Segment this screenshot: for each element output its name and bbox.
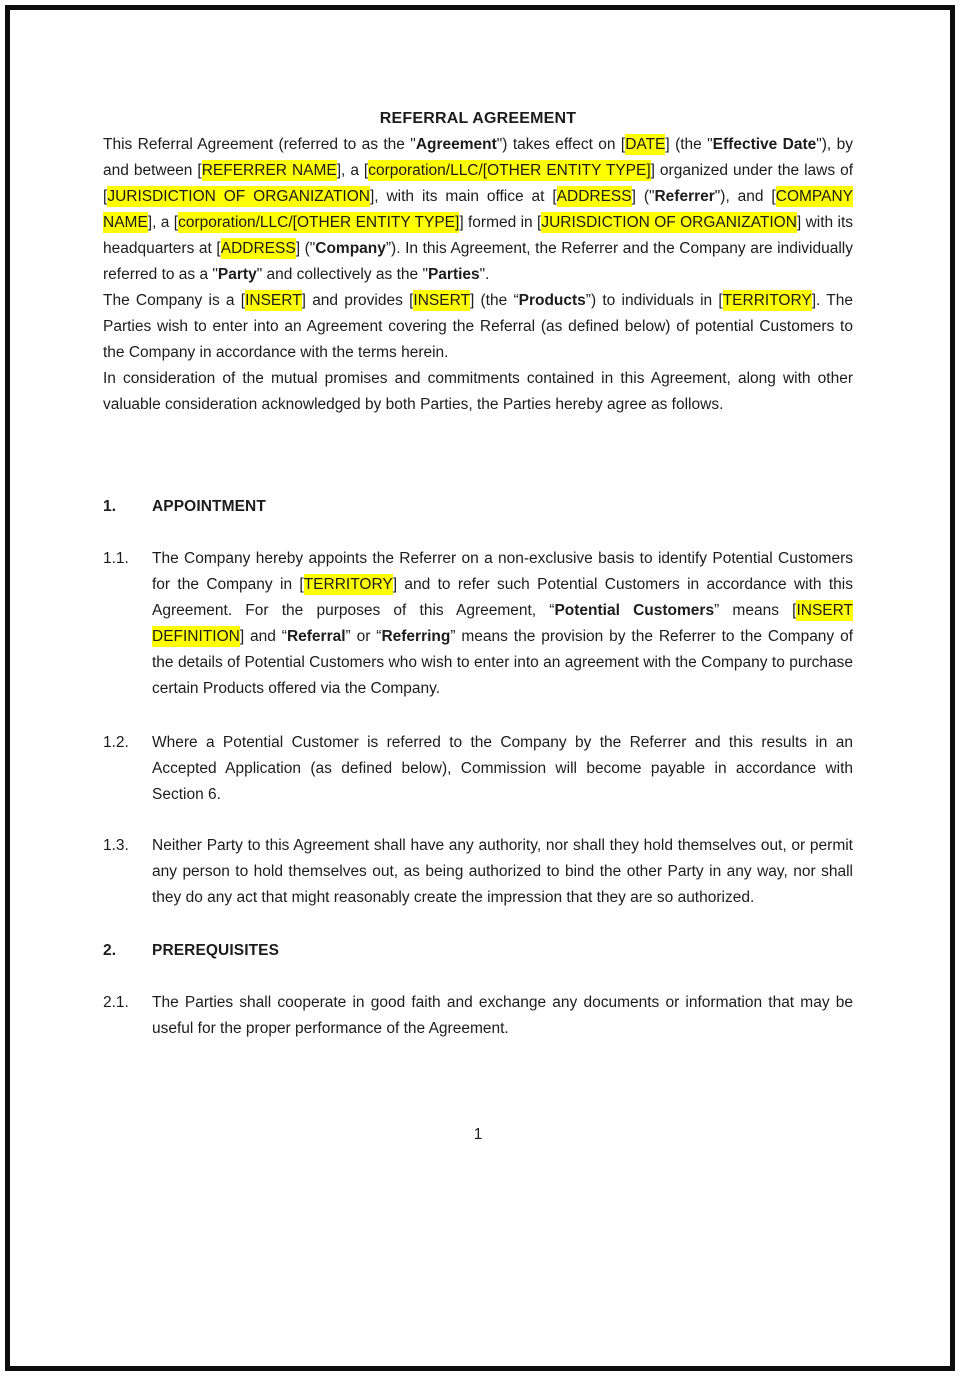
clause-2-1 (103, 990, 853, 1042)
clause-1-3-text: Neither Party to this Agreement shall have any authority, nor shall they hold themselves out, or permit any person to hold themselves out, as being authorized to bind the other Party in any way, nor shall they do any act that might reasonably create the impression that they are so authorized. (152, 837, 853, 906)
section-2-number: 2. (103, 942, 117, 959)
clause-1-3-number: 1.3. (103, 837, 129, 854)
clause-2-1-text: The Parties shall cooperate in good faith and exchange any documents or information that may be useful for the proper performance of the Agreement. (152, 994, 853, 1037)
document-title: REFERRAL AGREEMENT (379, 110, 577, 127)
clause-1-2-number: 1.2. (103, 734, 129, 751)
clause-1-3 (103, 833, 853, 911)
clause-1-2-text: Where a Potential Customer is referred to the Company by the Referrer and this results in an Accepted Application (as defined below), Commission will become payable in accordance with Section 6. (152, 734, 853, 803)
clause-1-1 (103, 546, 853, 702)
section-2-title: PREREQUISITES (152, 942, 280, 959)
clause-1-1-number: 1.1. (103, 550, 129, 567)
intro-paragraph-products: The Company is a [INSERT] and provides [INSERT] (the “Products”) to individuals in [TERRITORY]. The Parties wish to enter into an Agreement covering the Referral (as defined below) of potential Customers to the Company in accordance with the terms herein. (103, 292, 853, 361)
section-1-number: 1. (103, 498, 117, 515)
section-1-title: APPOINTMENT (152, 498, 266, 515)
section-1-heading (103, 494, 853, 520)
page-number: 1 (473, 1126, 483, 1143)
clause-1-2 (103, 730, 853, 808)
document-content (10, 10, 950, 1148)
intro-paragraph-parties: This Referral Agreement (referred to as the "Agreement") takes effect on [DATE] (the "Effective Date"), by and between [REFERRER NAME], a [corporation/LLC/[OTHER ENTITY TYPE]] organized under the laws of [JURISDICTION OF ORGANIZATION], with its main office at [ADDRESS] ("Referrer"), and [COMPANY NAME], a [corporation/LLC/[OTHER ENTITY TYPE]] formed in [JURISDICTION OF ORGANIZATION] with its headquarters at [ADDRESS] ("Company”). In this Agreement, the Referrer and the Company are individually referred to as a "Party" and collectively as the "Parties". (103, 136, 854, 283)
section-2-heading (103, 938, 853, 964)
clause-1-1-text: The Company hereby appoints the Referrer on a non-exclusive basis to identify Potential Customers for the Company in [TERRITORY] and to refer such Potential Customers in accordance with this Agreement. For the purposes of this Agreement, “Potential Customers” means [INSERT DEFINITION] and “Referral” or “Referring” means the provision by the Referrer to the Company of the details of Potential Customers who wish to enter into an agreement with the Company to purchase certain Products offered via the Company. (152, 550, 854, 697)
document-page (5, 5, 955, 1371)
clause-2-1-number: 2.1. (103, 994, 129, 1011)
intro-paragraph-consideration: In consideration of the mutual promises and commitments contained in this Agreement, along with other valuable consideration acknowledged by both Parties, the Parties hereby agree as follows. (103, 370, 853, 413)
